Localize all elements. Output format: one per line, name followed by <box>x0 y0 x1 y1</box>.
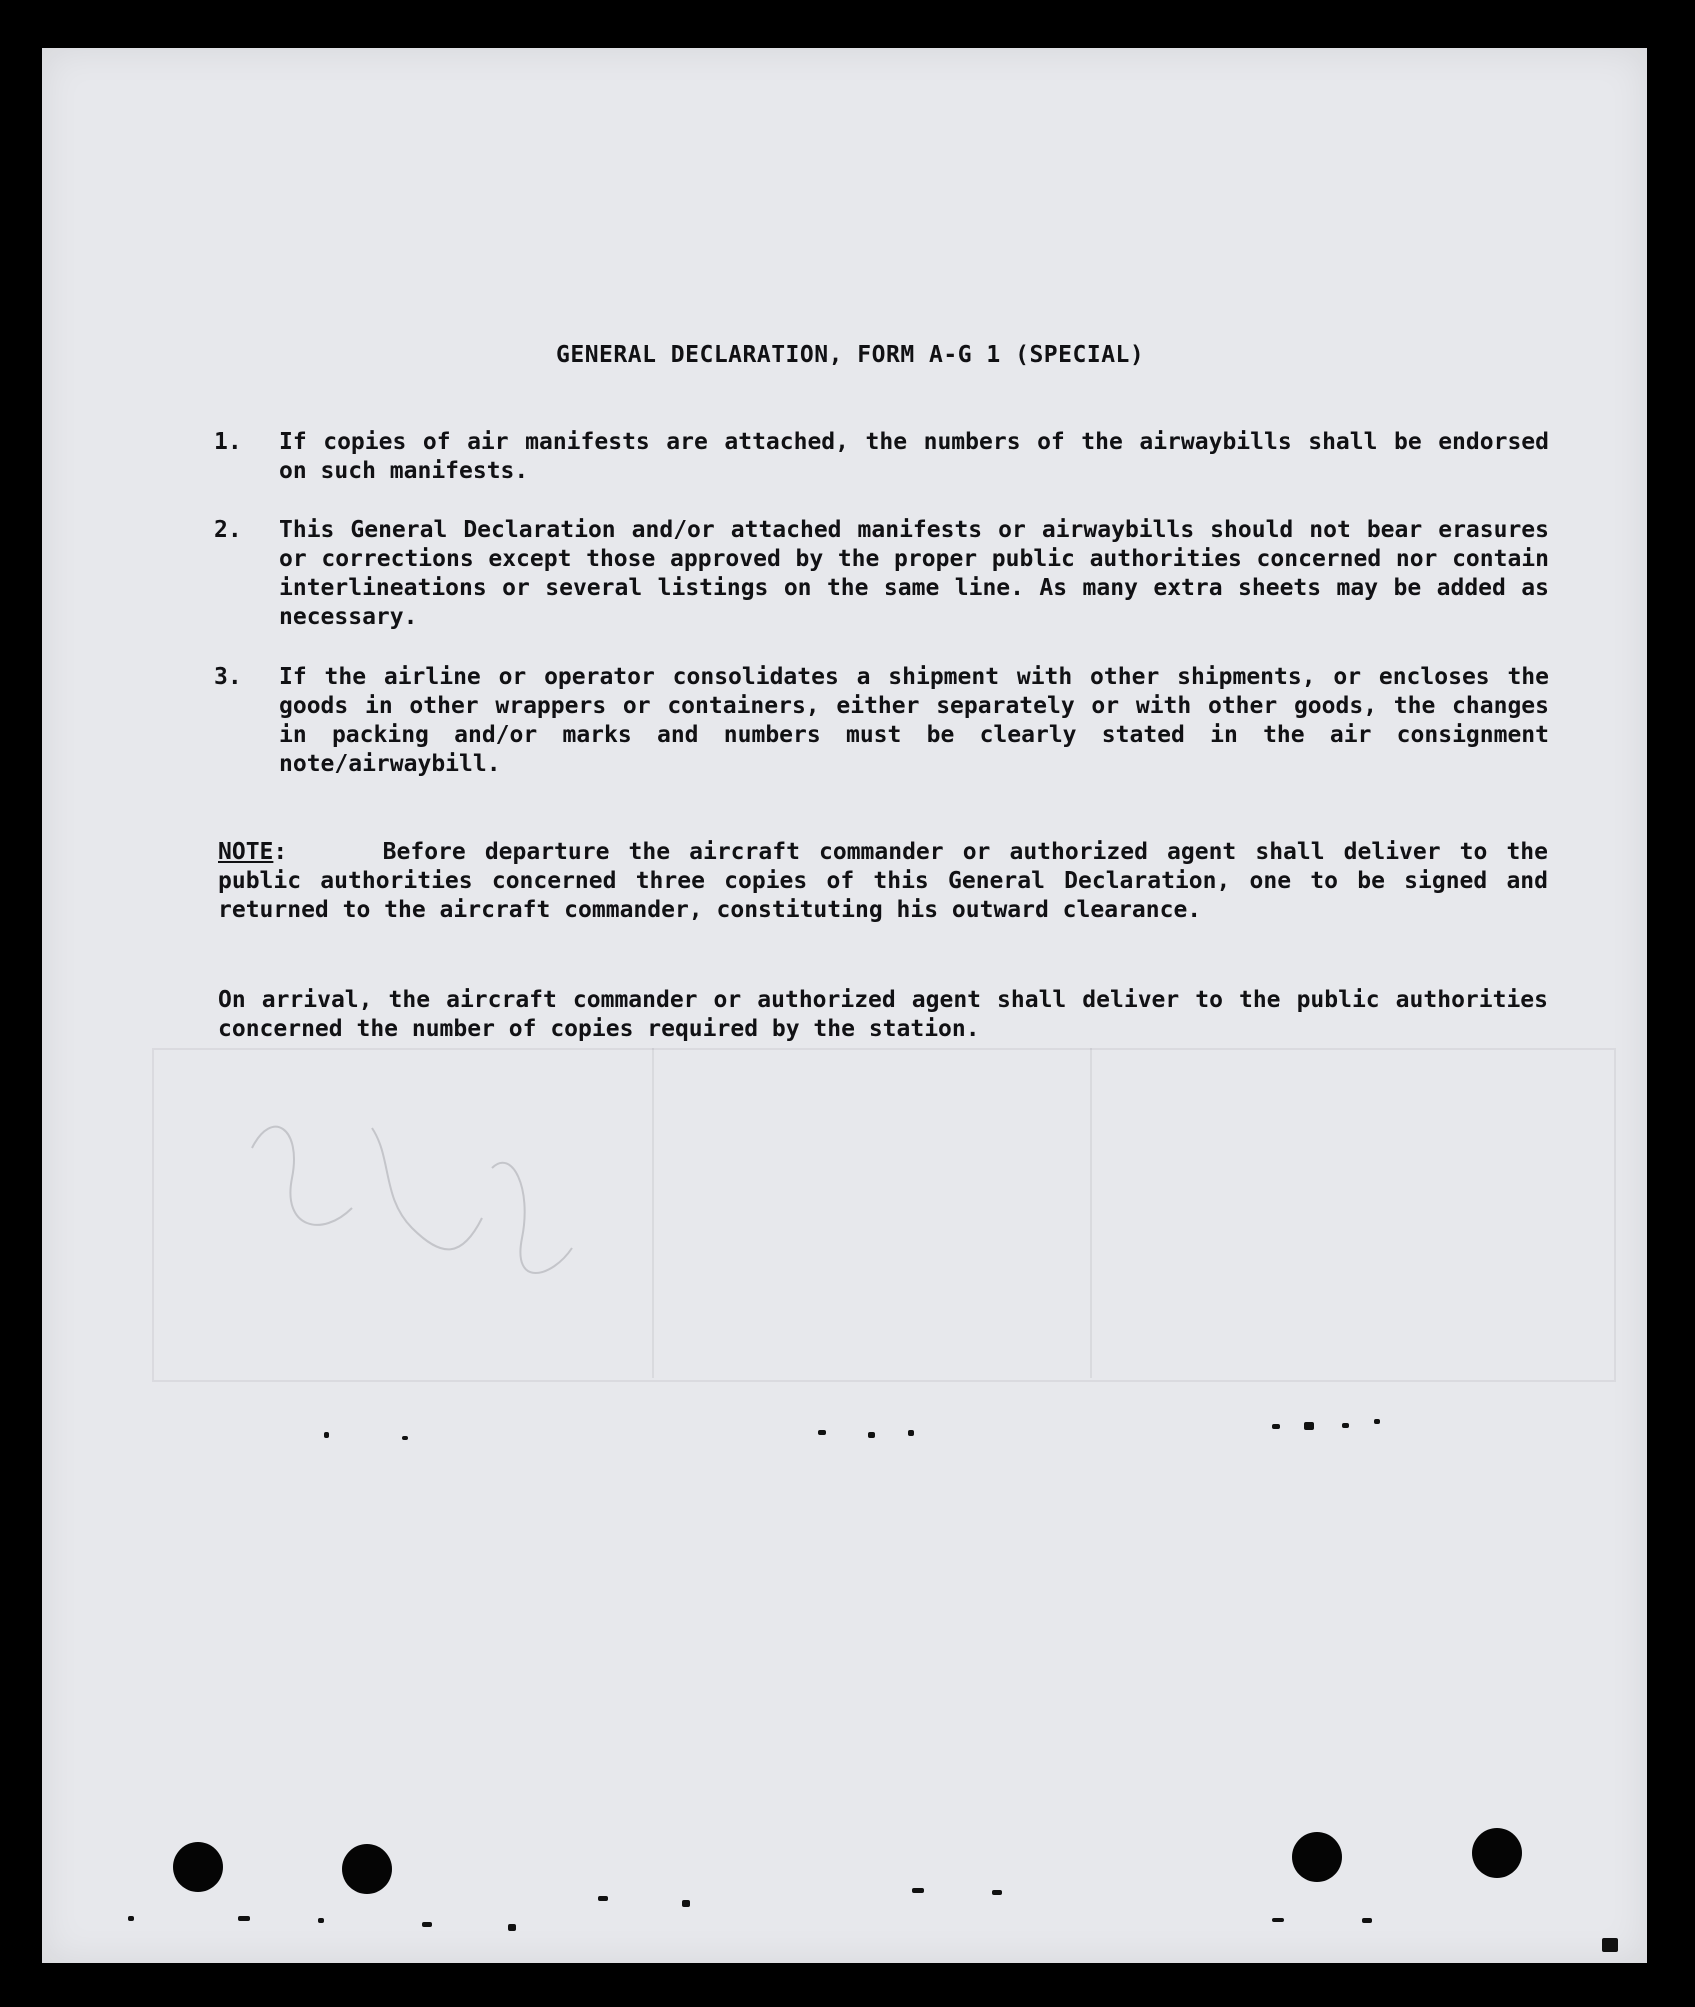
note-paragraph <box>218 838 1548 925</box>
scan-speck <box>1342 1423 1349 1428</box>
punch-hole <box>342 1844 392 1894</box>
punch-hole <box>1472 1828 1522 1878</box>
scan-speck <box>682 1900 690 1907</box>
item-text: If the airline or operator consolidates a shipment with other shipments, or encloses the goods in other wrappers or containers, either separately or with other goods, the changes in packing and/or marks and numbers must be clearly stated in the air consignment note/airwaybill. <box>279 664 1549 777</box>
scan-speck <box>324 1432 329 1438</box>
punch-hole <box>173 1842 223 1892</box>
note-text: Before departure the aircraft commander or authorized agent shall deliver to the public authorities concerned three copies of this General Declaration, one to be signed and returned to the aircraft commander, constituting his outward clearance. <box>218 839 1548 923</box>
item-text: If copies of air manifests are attached, the numbers of the airwaybills shall be endorsed on such manifests. <box>279 429 1549 484</box>
item-number: 2. <box>214 517 242 543</box>
scan-speck <box>128 1916 134 1921</box>
scan-speck <box>598 1896 608 1901</box>
scan-speck <box>422 1922 432 1927</box>
document-page <box>42 48 1647 1963</box>
scan-speck <box>912 1888 924 1893</box>
scan-speck <box>1602 1938 1618 1952</box>
scan-speck <box>402 1436 408 1440</box>
bleed-through-divider <box>1090 1048 1092 1378</box>
scan-speck <box>508 1924 516 1931</box>
arrival-paragraph: On arrival, the aircraft commander or authorized agent shall deliver to the public authorities concerned the number of copies required by the station. <box>218 987 1548 1042</box>
scan-speck <box>1272 1918 1284 1922</box>
scan-speck <box>992 1890 1002 1895</box>
bleed-through-divider <box>652 1048 654 1378</box>
bleed-through-handwriting <box>232 1088 612 1288</box>
scan-speck <box>868 1432 875 1438</box>
item-number: 3. <box>214 664 242 690</box>
scan-speck <box>1272 1424 1280 1429</box>
scan-speck <box>1362 1918 1372 1923</box>
scan-speck <box>908 1430 914 1436</box>
note-label: NOTE <box>218 839 274 865</box>
scan-speck <box>1304 1422 1314 1430</box>
note-separator: : <box>273 839 288 865</box>
scan-speck <box>238 1916 250 1921</box>
scan-speck <box>318 1918 324 1923</box>
item-number: 1. <box>214 429 242 455</box>
document-title: GENERAL DECLARATION, FORM A-G 1 (SPECIAL) <box>556 342 1145 368</box>
scan-speck <box>1374 1419 1380 1424</box>
item-text: This General Declaration and/or attached manifests or airwaybills should not bear erasures or corrections except those approved by the proper public authorities concerned nor contain interlineations or several listings on the same line. As many extra sheets may be added as necessary. <box>279 517 1549 630</box>
punch-hole <box>1292 1832 1342 1882</box>
scan-speck <box>818 1430 826 1435</box>
